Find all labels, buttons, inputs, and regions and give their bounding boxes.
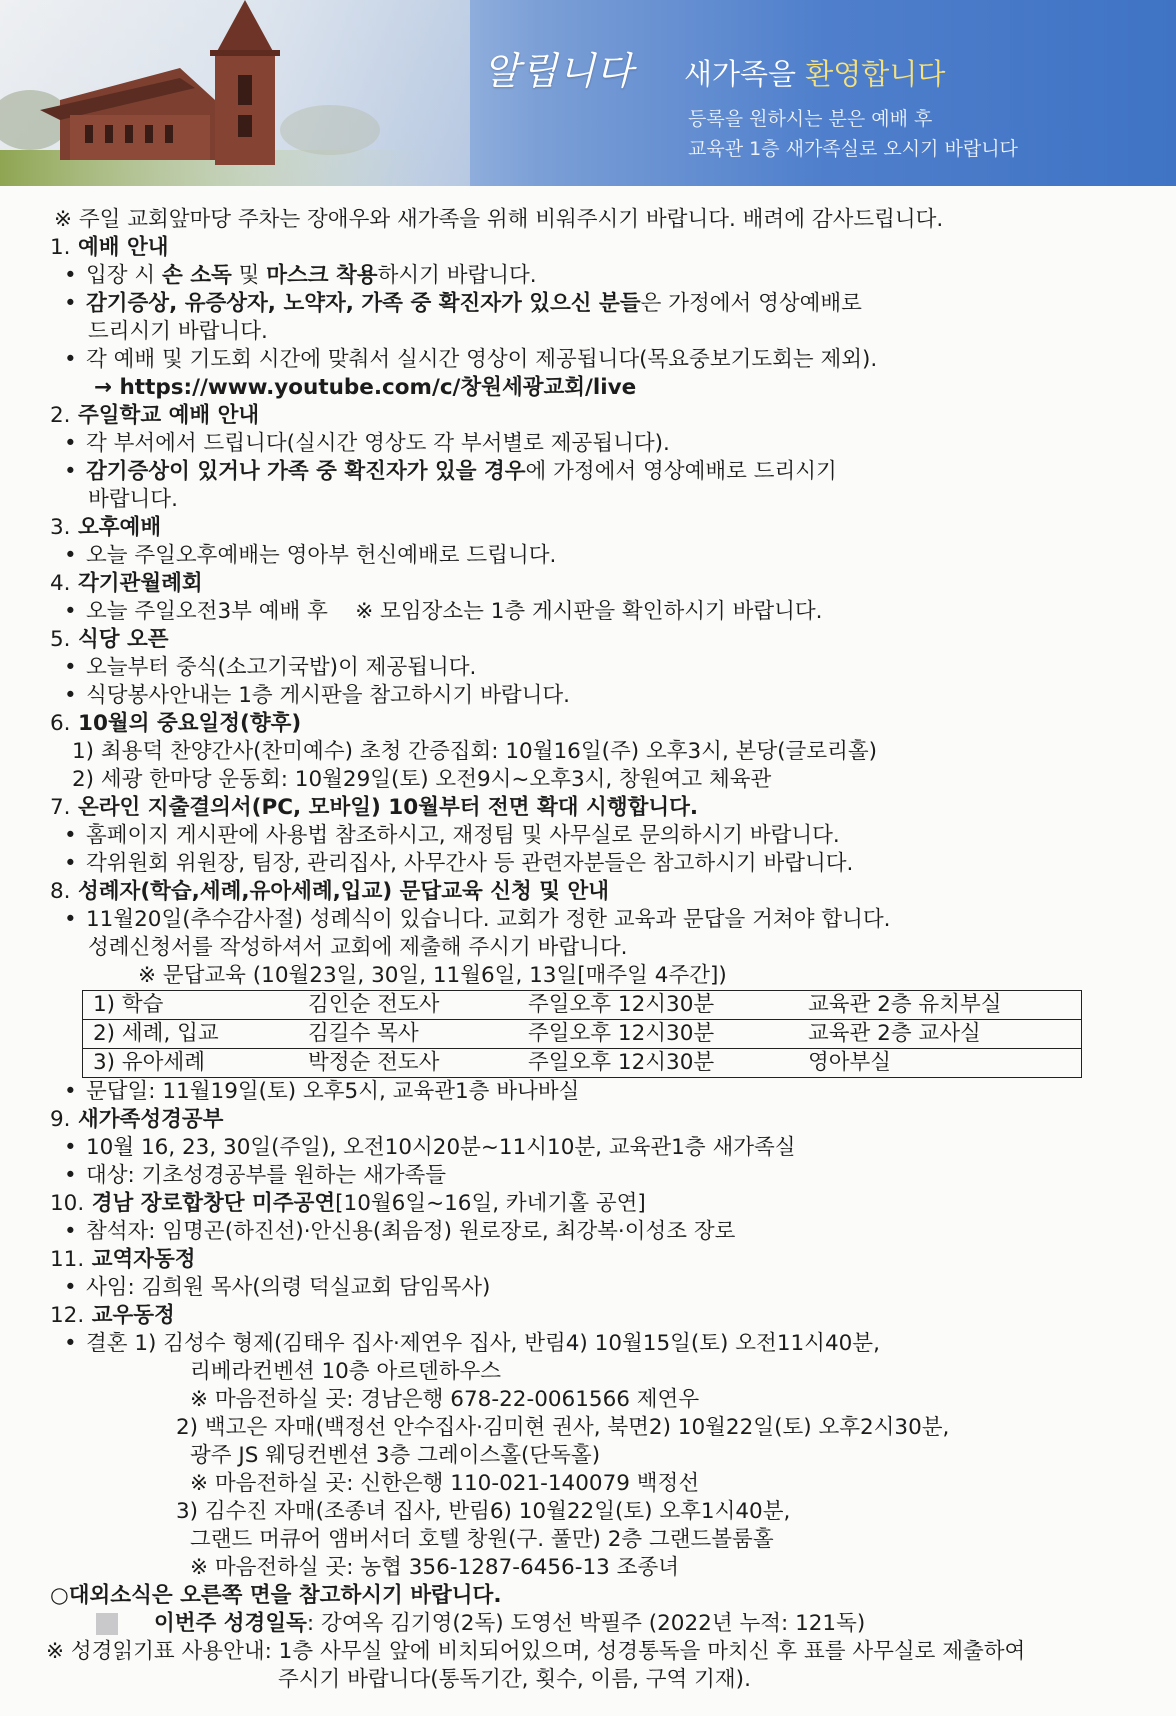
section-8-item: • 문답일: 11월19일(토) 오후5시, 교육관1층 바나바실	[64, 1079, 580, 1104]
banner-note-line2: 교육관 1층 새가족실로 오시기 바랍니다	[688, 138, 1018, 160]
table-cell: 김인순 전도사	[298, 991, 518, 1020]
table-cell: 주일오후 12시30분	[518, 1020, 798, 1049]
banner-welcome-prefix: 새가족을	[684, 57, 806, 91]
section-7-item: • 각위원회 위원장, 팀장, 관리집사, 사무간사 등 관련자분들은 참고하시기 바랍니다.	[64, 851, 854, 876]
bullet-icon: •	[64, 1163, 77, 1188]
section-2-item: • 감기증상이 있거나 가족 중 확진자가 있을 경우에 가정에서 영상예배로 드리시기	[64, 459, 837, 484]
section-4-item: • 오늘 주일오전3부 예배 후 ※ 모임장소는 1층 게시판을 확인하시기 바랍니다.	[64, 599, 823, 624]
table-row	[83, 1020, 1082, 1049]
bullet-icon: •	[64, 655, 77, 680]
bullet-icon: •	[64, 291, 77, 316]
bullet-icon: •	[64, 543, 77, 568]
header-banner	[0, 0, 1176, 186]
table-cell: 영아부실	[798, 1049, 1082, 1078]
section-9-title: 9. 새가족성경공부	[50, 1107, 224, 1132]
youtube-link[interactable]: → https://www.youtube.com/c/창원세광교회/live	[94, 375, 637, 400]
table-cell: 3) 유아세례	[83, 1049, 299, 1078]
section-6-item: 2) 세광 한마당 운동회: 10월29일(토) 오전9시~오후3시, 창원여고 체육관	[72, 767, 772, 792]
reading-guide-line2: 주시기 바랍니다(통독기간, 횟수, 이름, 구역 기재).	[278, 1667, 751, 1692]
section-11-title: 11. 교역자동정	[50, 1247, 196, 1272]
section-7-title: 7. 온라인 지출결의서(PC, 모바일) 10월부터 전면 확대 시행합니다.	[50, 795, 699, 820]
section-4-title: 4. 각기관월례회	[50, 571, 203, 596]
section-5-item: • 식당봉사안내는 1층 게시판을 참고하시기 바랍니다.	[64, 683, 571, 708]
section-1-title: 1. 예배 안내	[50, 235, 169, 260]
section-9-item: • 10월 16, 23, 30일(주일), 오전10시20분~11시10분, 교육관1층 새가족실	[64, 1135, 796, 1160]
church-illustration	[0, 0, 470, 186]
edu-schedule-note: ※ 문답교육 (10월23일, 30일, 11월6일, 13일[매주일 4주간])	[138, 963, 727, 988]
smudge-mark	[96, 1613, 118, 1635]
bullet-icon: •	[64, 1079, 77, 1104]
section-1-item: • 감기증상, 유증상자, 노약자, 가족 중 확진자가 있으신 분들은 가정에서 영상예배로	[64, 291, 862, 316]
section-8-title: 8. 성례자(학습,세례,유아세례,입교) 문답교육 신청 및 안내	[50, 879, 610, 904]
bullet-icon: •	[64, 907, 77, 932]
table-cell: 주일오후 12시30분	[518, 991, 798, 1020]
wedding-2-venue: 광주 JS 웨딩컨벤션 3층 그레이스홀(단독홀)	[190, 1443, 601, 1468]
bullet-icon: •	[64, 823, 77, 848]
table-cell: 1) 학습	[83, 991, 299, 1020]
table-row	[83, 1049, 1082, 1078]
table-row	[83, 991, 1082, 1020]
table-cell: 2) 세례, 입교	[83, 1020, 299, 1049]
section-12-item: • 결혼 1) 김성수 형제(김태우 집사·제연우 집사, 반림4) 10월15일(토) 오전11시40분,	[64, 1331, 880, 1356]
wedding-2: 2) 백고은 자매(백정선 안수집사·김미현 권사, 북면2) 10월22일(토) 오후2시30분,	[176, 1415, 950, 1440]
table-cell: 박정순 전도사	[298, 1049, 518, 1078]
bullet-icon: •	[64, 1275, 77, 1300]
section-2-item-cont: 바랍니다.	[88, 487, 178, 512]
external-news-notice: ○대외소식은 오른쪽 면을 참고하시기 바랍니다.	[50, 1583, 502, 1608]
announcement-body	[46, 206, 1146, 1694]
reading-guide-line1: ※ 성경읽기표 사용안내: 1층 사무실 앞에 비치되어있으며, 성경통독을 마치신 후 표를 사무실로 제출하여	[46, 1639, 1026, 1664]
bullet-icon: •	[64, 599, 77, 624]
section-8-item: • 11월20일(추수감사절) 성례식이 있습니다. 교회가 정한 교육과 문답을 거쳐야 합니다.	[64, 907, 891, 932]
banner-welcome-highlight: 환영합니다	[805, 57, 946, 91]
edu-schedule-table	[82, 990, 1082, 1078]
section-3-item: • 오늘 주일오후예배는 영아부 헌신예배로 드립니다.	[64, 543, 557, 568]
section-5-title: 5. 식당 오픈	[50, 627, 169, 652]
bullet-icon: •	[64, 347, 77, 372]
table-cell: 주일오후 12시30분	[518, 1049, 798, 1078]
section-10-title: 10. 경남 장로합창단 미주공연[10월6일~16일, 카네기홀 공연]	[50, 1191, 646, 1216]
section-12-title: 12. 교우동정	[50, 1303, 175, 1328]
section-10-item: • 참석자: 임명곤(하진선)·안신용(최음정) 원로장로, 최강복·이성조 장로	[64, 1219, 736, 1244]
wedding-3-venue: 그랜드 머큐어 앰버서더 호텔 창원(구. 풀만) 2층 그랜드볼룸홀	[190, 1527, 774, 1552]
section-6-item: 1) 최용덕 찬양간사(찬미예수) 초청 간증집회: 10월16일(주) 오후3시, 본당(글로리홀)	[72, 739, 878, 764]
wedding-1-venue: 리베라컨벤션 10층 아르덴하우스	[190, 1359, 502, 1384]
section-7-item: • 홈페이지 게시판에 사용법 참조하시고, 재정팀 및 사무실로 문의하시기 바랍니다.	[64, 823, 840, 848]
section-1-item-cont: 드리시기 바랍니다.	[88, 319, 268, 344]
bible-reading-line: 이번주 성경일독: 강여옥 김기영(2독) 도영선 박필주 (2022년 누적: 121독)	[96, 1610, 1146, 1638]
bullet-icon: •	[64, 1135, 77, 1160]
wedding-3: 3) 김수진 자매(조종녀 집사, 반림6) 10월22일(토) 오후1시40분,	[176, 1499, 791, 1524]
section-1-item: • 각 예배 및 기도회 시간에 맞춰서 실시간 영상이 제공됩니다(목요중보기도회는 제외).	[64, 347, 878, 372]
wedding-3-account: ※ 마음전하실 곳: 농협 356-1287-6456-13 조종녀	[190, 1555, 679, 1580]
bullet-icon: •	[64, 1331, 77, 1356]
section-2-item: • 각 부서에서 드립니다(실시간 영상도 각 부서별로 제공됩니다).	[64, 431, 670, 456]
bullet-icon: •	[64, 459, 77, 484]
bullet-icon: •	[64, 263, 77, 288]
section-9-item: • 대상: 기초성경공부를 원하는 새가족들	[64, 1163, 447, 1188]
wedding-1-account: ※ 마음전하실 곳: 경남은행 678-22-0061566 제연우	[190, 1387, 700, 1412]
bullet-icon: •	[64, 683, 77, 708]
banner-note-line1: 등록을 원하시는 분은 예배 후	[688, 108, 933, 130]
section-1-item: • 입장 시 손 소독 및 마스크 착용하시기 바랍니다.	[64, 263, 537, 288]
table-cell: 교육관 2층 유치부실	[798, 991, 1082, 1020]
bullet-icon: •	[64, 431, 77, 456]
bullet-icon: •	[64, 1219, 77, 1244]
table-cell: 교육관 2층 교사실	[798, 1020, 1082, 1049]
section-6-title: 6. 10월의 중요일정(향후)	[50, 711, 302, 736]
wedding-2-account: ※ 마음전하실 곳: 신한은행 110-021-140079 백정선	[190, 1471, 700, 1496]
bullet-icon: •	[64, 851, 77, 876]
section-11-item: • 사임: 김희원 목사(의령 덕실교회 담임목사)	[64, 1275, 491, 1300]
table-cell: 김길수 목사	[298, 1020, 518, 1049]
section-3-title: 3. 오후예배	[50, 515, 162, 540]
section-5-item: • 오늘부터 중식(소고기국밥)이 제공됩니다.	[64, 655, 477, 680]
section-8-item-cont: 성례신청서를 작성하셔서 교회에 제출해 주시기 바랍니다.	[88, 935, 628, 960]
banner-welcome	[684, 52, 945, 93]
banner-title: 알립니다	[483, 49, 634, 93]
parking-notice: ※ 주일 교회앞마당 주차는 장애우와 새가족을 위해 비워주시기 바랍니다. 배려에 감사드립니다.	[54, 207, 944, 232]
section-2-title: 2. 주일학교 예배 안내	[50, 403, 260, 428]
